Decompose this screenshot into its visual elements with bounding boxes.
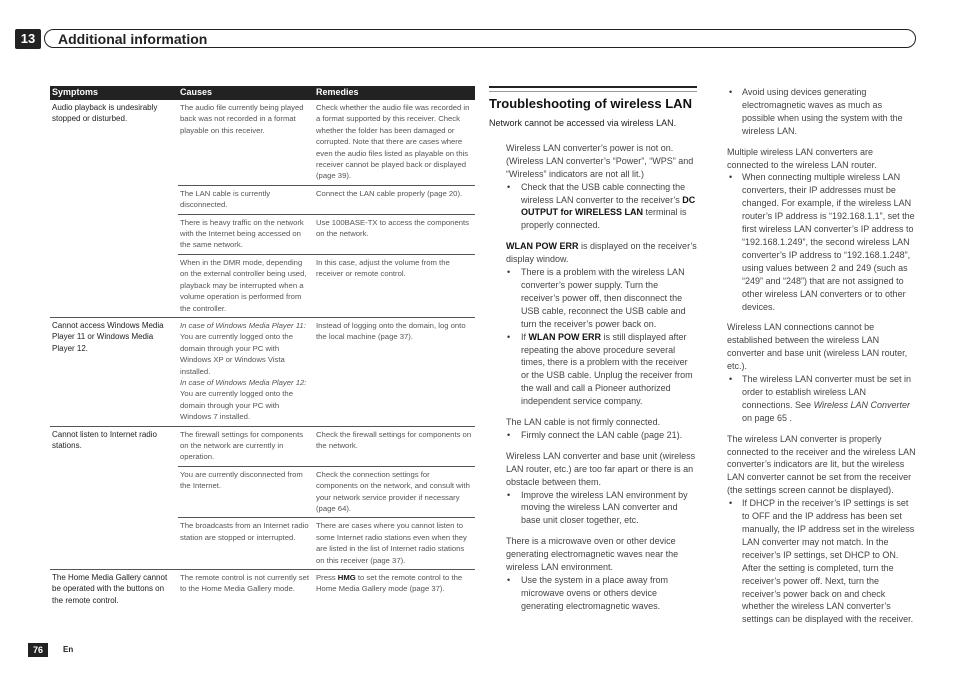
remedy-cell: Check whether the audio file was recorded in a format supported by this receiver. Check whether the folder has been damaged or corrupted. Note that there are cases where even the audio files listed as playable on this receiver cannot be played back or displayed (page 39). bbox=[314, 100, 475, 185]
cause-cell: The broadcasts from an Internet radio station are stopped or interrupted. bbox=[178, 518, 314, 570]
language-label: En bbox=[63, 645, 74, 654]
remedy-text: Press bbox=[316, 573, 338, 583]
problem-text: There is a microwave oven or other device generating electromagnetic waves near the wireless LAN environment. bbox=[506, 536, 679, 573]
problem-text: WLAN POW ERR is displayed on the receiver’s display window. bbox=[506, 241, 697, 265]
cause-cell: There is heavy traffic on the network with the Internet being accessed on the same network. bbox=[178, 214, 314, 254]
table-row bbox=[50, 100, 475, 185]
col-header-causes: Causes bbox=[178, 86, 314, 100]
cause-cell: You are currently disconnected from the Internet. bbox=[178, 466, 314, 518]
cause-note-text: You are currently logged onto the domain through your PC with Windows XP or Windows Vista installed. bbox=[180, 332, 293, 376]
cause-note-text: You are currently logged onto the domain through your PC with Windows 7 installed. bbox=[180, 389, 293, 422]
wireless-lan-section bbox=[489, 86, 697, 613]
symptom-cell: Audio playback is undesirably stopped or disturbed. bbox=[50, 100, 178, 317]
symptom-cell: Cannot listen to Internet radio stations. bbox=[50, 426, 178, 569]
problem-heading: Network cannot be accessed via wireless LAN. bbox=[489, 118, 677, 128]
troubleshooting-table bbox=[50, 86, 475, 609]
solution-bullet: • When connecting multiple wireless LAN converters, their IP addresses must be changed. For example, if the wireless LAN router’s IP address is “192.168.1.1”, set the first wireless LAN converter’s IP address to “192.168.1.249”, the second wireless LAN converter’s IP address to “192.168.1.248”, using values between 2 and 249 (such as “249” and “248”) that are not assigned to other wireless LAN converters or to other devices. bbox=[742, 171, 917, 313]
solution-bullet: • Improve the wireless LAN environment by moving the wireless LAN converter and base unit closer together, etc. bbox=[521, 489, 697, 528]
solution-bullet: • The wireless LAN converter must be set in order to establish wireless LAN connections. See Wireless LAN Converter on page 65 . bbox=[742, 373, 917, 425]
solution-bullet: • Firmly connect the LAN cable (page 21). bbox=[521, 429, 697, 442]
problem-text: The wireless LAN converter is properly connected to the receiver and the wireless LAN converter’s indicators are lit, but the wireless LAN converter cannot be set from the receiver (the settings screen cannot be displayed). bbox=[727, 433, 916, 496]
table-row bbox=[50, 317, 475, 426]
cause-note-label: In case of Windows Media Player 11: bbox=[180, 320, 306, 330]
remedy-cell: Check the firewall settings for components on the network. bbox=[314, 426, 475, 466]
cause-cell: The firewall settings for components on the network are currently in operation. bbox=[178, 426, 314, 466]
solution-bullet: • Avoid using devices generating electromagnetic waves as much as possible when using the system with the wireless LAN. bbox=[742, 86, 917, 138]
remedy-cell bbox=[314, 570, 475, 610]
cause-cell: The audio file currently being played back was not recorded in a format playable on this receiver. bbox=[178, 100, 314, 185]
cause-cell: The remote control is not currently set to the Home Media Gallery mode. bbox=[180, 573, 310, 594]
remedy-cell: Instead of logging onto the domain, log onto the local machine (page 37). bbox=[314, 317, 475, 426]
problem-text: Wireless LAN connections cannot be established between the wireless LAN converter and base unit (wireless LAN router, etc.). bbox=[727, 322, 908, 372]
remedy-cell: Check the connection settings for components on the network, and consult with your network service provider if necessary (page 64). bbox=[314, 466, 475, 518]
hmg-button-label: HMG bbox=[337, 573, 356, 583]
page-title: Additional information bbox=[58, 31, 208, 47]
col-header-symptoms: Symptoms bbox=[50, 86, 178, 100]
cause-cell: The LAN cable is currently disconnected. bbox=[178, 185, 314, 214]
problem-text: Multiple wireless LAN converters are connected to the wireless LAN router. bbox=[727, 146, 877, 170]
solution-bullet: • There is a problem with the wireless LAN converter’s power supply. Turn the receiver’s power off, then disconnect the USB cable, reconnect the USB cable and turn the receiver’s power back on. bbox=[521, 266, 697, 331]
problem-text: The LAN cable is not firmly connected. bbox=[506, 417, 661, 428]
remedy-cell: In this case, adjust the volume from the receiver or remote control. bbox=[314, 254, 475, 317]
right-column bbox=[727, 86, 917, 626]
section-title: Troubleshooting of wireless LAN bbox=[489, 96, 692, 111]
col-header-remedies: Remedies bbox=[314, 86, 475, 100]
table-header-row bbox=[50, 86, 475, 100]
problem-text: Wireless LAN converter’s power is not on. (Wireless LAN converter’s “Power”, “WPS” and “Wireless” indicators are not all lit.) bbox=[506, 142, 694, 179]
table-row bbox=[50, 570, 475, 610]
remedy-cell: There are cases where you cannot listen to some Internet radio stations even when they are listed in the list of Internet radio stations on this receiver (page 37). bbox=[314, 518, 475, 570]
section-rule bbox=[489, 86, 697, 92]
symptom-cell: Cannot access Windows Media Player 11 or Windows Media Player 12. bbox=[50, 317, 178, 426]
cause-cell bbox=[178, 317, 314, 426]
solution-bullet: • Check that the USB cable connecting the wireless LAN converter to the receiver’s DC OUTPUT for WIRELESS LAN terminal is properly connected. bbox=[521, 181, 697, 233]
solution-bullet: • If WLAN POW ERR is still displayed after repeating the above procedure several times, there is a problem with the receiver or the USB cable. Unplug the receiver from the wall and call a Pioneer authorized independent service company. bbox=[521, 331, 697, 408]
remedy-cell: Use 100BASE-TX to access the components on the network. bbox=[314, 214, 475, 254]
remedy-cell: Connect the LAN cable properly (page 20). bbox=[314, 185, 475, 214]
remedy-text: to set the remote control to the Home Media Gallery mode (page 37). bbox=[316, 573, 463, 594]
chapter-number-badge: 13 bbox=[15, 29, 41, 49]
solution-bullet: • If DHCP in the receiver’s IP settings is set to OFF and the IP address has been set manually, the IP address set in the wireless LAN converter may not match. In the receiver’s IP settings, set DHCP to ON. After the setting is completed, turn the receiver’s power off. Next, turn the receiver’s power back on and check whether the wireless LAN converter’s settings can be displayed with the receiver. bbox=[742, 497, 917, 626]
symptom-cell: The Home Media Gallery cannot be operated with the buttons on the remote control. bbox=[52, 573, 168, 605]
page-number: 76 bbox=[28, 643, 48, 657]
solution-bullet: • Use the system in a place away from microwave ovens or others device generating electromagnetic waves. bbox=[521, 574, 697, 613]
problem-text: Wireless LAN converter and base unit (wireless LAN router, etc.) are too far apart or there is an obstacle between them. bbox=[506, 450, 696, 487]
cause-cell: When in the DMR mode, depending on the external controller being used, playback may be interrupted when a volume operation is performed from the controller. bbox=[178, 254, 314, 317]
cause-note-label: In case of Windows Media Player 12: bbox=[180, 377, 307, 387]
table-row bbox=[50, 426, 475, 466]
